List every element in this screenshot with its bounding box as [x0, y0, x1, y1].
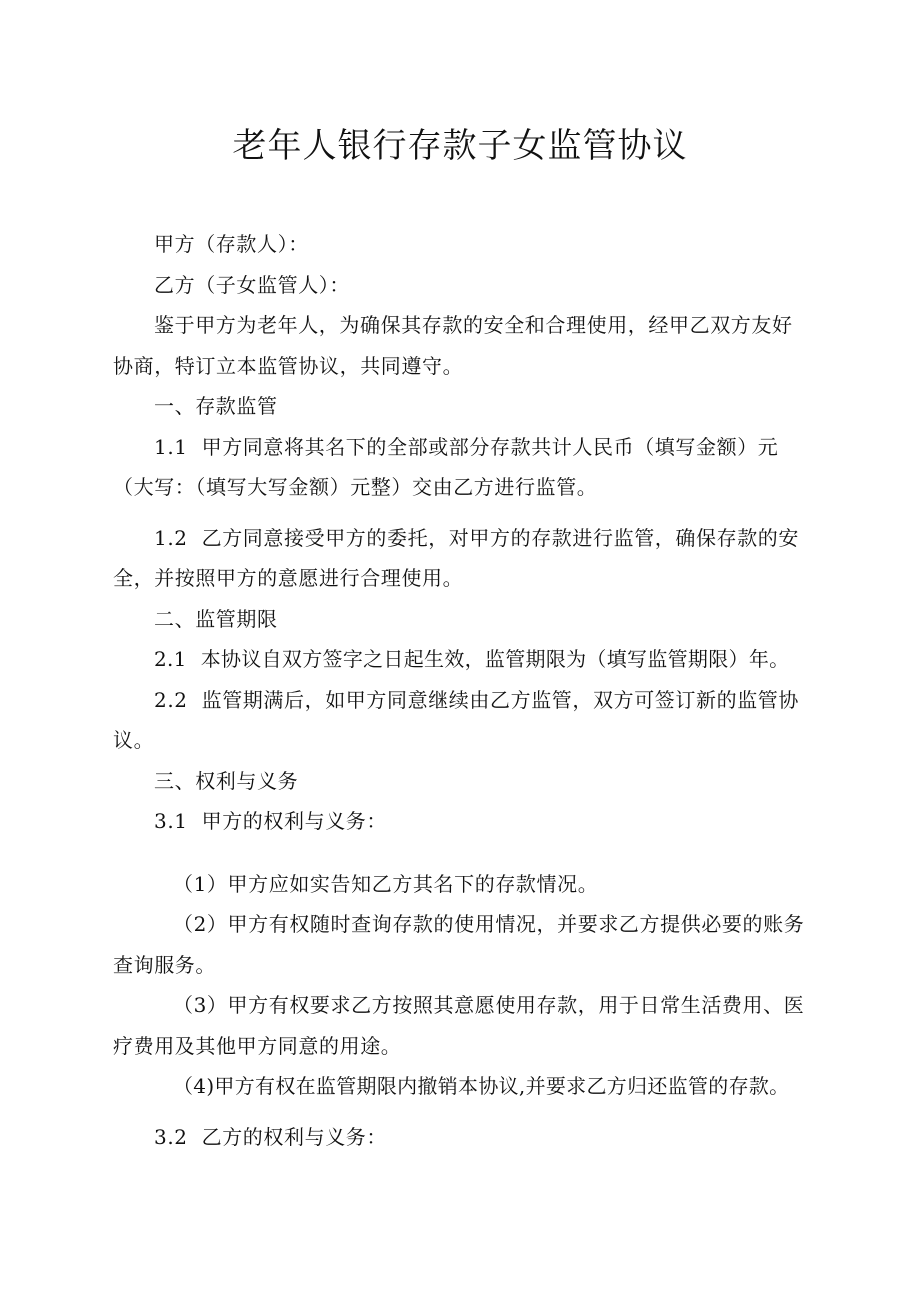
section-heading: 三、权利与义务: [154, 768, 299, 793]
list-item: （3）甲方有权要求乙方按照其意愿使用存款，用于日常生活费用、医疗费用及其他甲方同意的用途。: [113, 993, 805, 1058]
preamble-paragraph: 鉴于甲方为老年人，为确保其存款的安全和合理使用，经甲乙双方友好协商，特订立本监管协议，共同遵守。: [113, 313, 793, 378]
clause-number: 3.1: [154, 809, 188, 833]
clause-number: 1.2: [154, 525, 188, 550]
clause-text: 甲方的权利与义务：: [201, 809, 388, 833]
clause-3-1: [113, 801, 813, 842]
document-body: [113, 224, 813, 1157]
clause-number: 3.2: [154, 1124, 188, 1149]
clause-text: 监管期满后，如甲方同意继续由乙方监管，双方可签订新的监管协议。: [113, 687, 800, 752]
clause-2-2: [113, 680, 813, 761]
clause-number: 2.2: [154, 687, 188, 712]
clause-3-2: [113, 1117, 813, 1158]
clause-number: 1.1: [154, 434, 188, 459]
clause-number: 2.1: [154, 647, 187, 671]
clause-text: 乙方同意接受甲方的委托，对甲方的存款进行监管，确保存款的安全，并按照甲方的意愿进行合理使用。: [113, 525, 800, 590]
clause-text: 本协议自双方签字之日起生效，监管期限为（填写监管期限）年。: [200, 647, 790, 671]
clause-text: 甲方同意将其名下的全部或部分存款共计人民币（填写金额）元（大写：（填写大写金额）元整）交由乙方进行监管。: [113, 434, 779, 499]
clause-1-1: [113, 427, 813, 508]
section-heading: 一、存款监管: [154, 394, 278, 418]
party-a-line: 甲方（存款人）：: [154, 232, 309, 256]
section-heading: 二、监管期限: [154, 606, 278, 631]
list-item: （4)甲方有权在监管期限内撤销本协议,并要求乙方归还监管的存款。: [173, 1074, 790, 1098]
clause-text: 乙方的权利与义务：: [201, 1124, 388, 1149]
list-item: （1）甲方应如实告知乙方其名下的存款情况。: [173, 871, 599, 896]
document-title: 老年人银行存款子女监管协议: [232, 126, 688, 166]
party-b-line: 乙方（子女监管人）：: [154, 272, 350, 297]
clause-2-1: [113, 639, 813, 680]
clause-1-2: [113, 518, 813, 599]
list-item: （2）甲方有权随时查询存款的使用情况，并要求乙方提供必要的账务查询服务。: [113, 912, 805, 977]
